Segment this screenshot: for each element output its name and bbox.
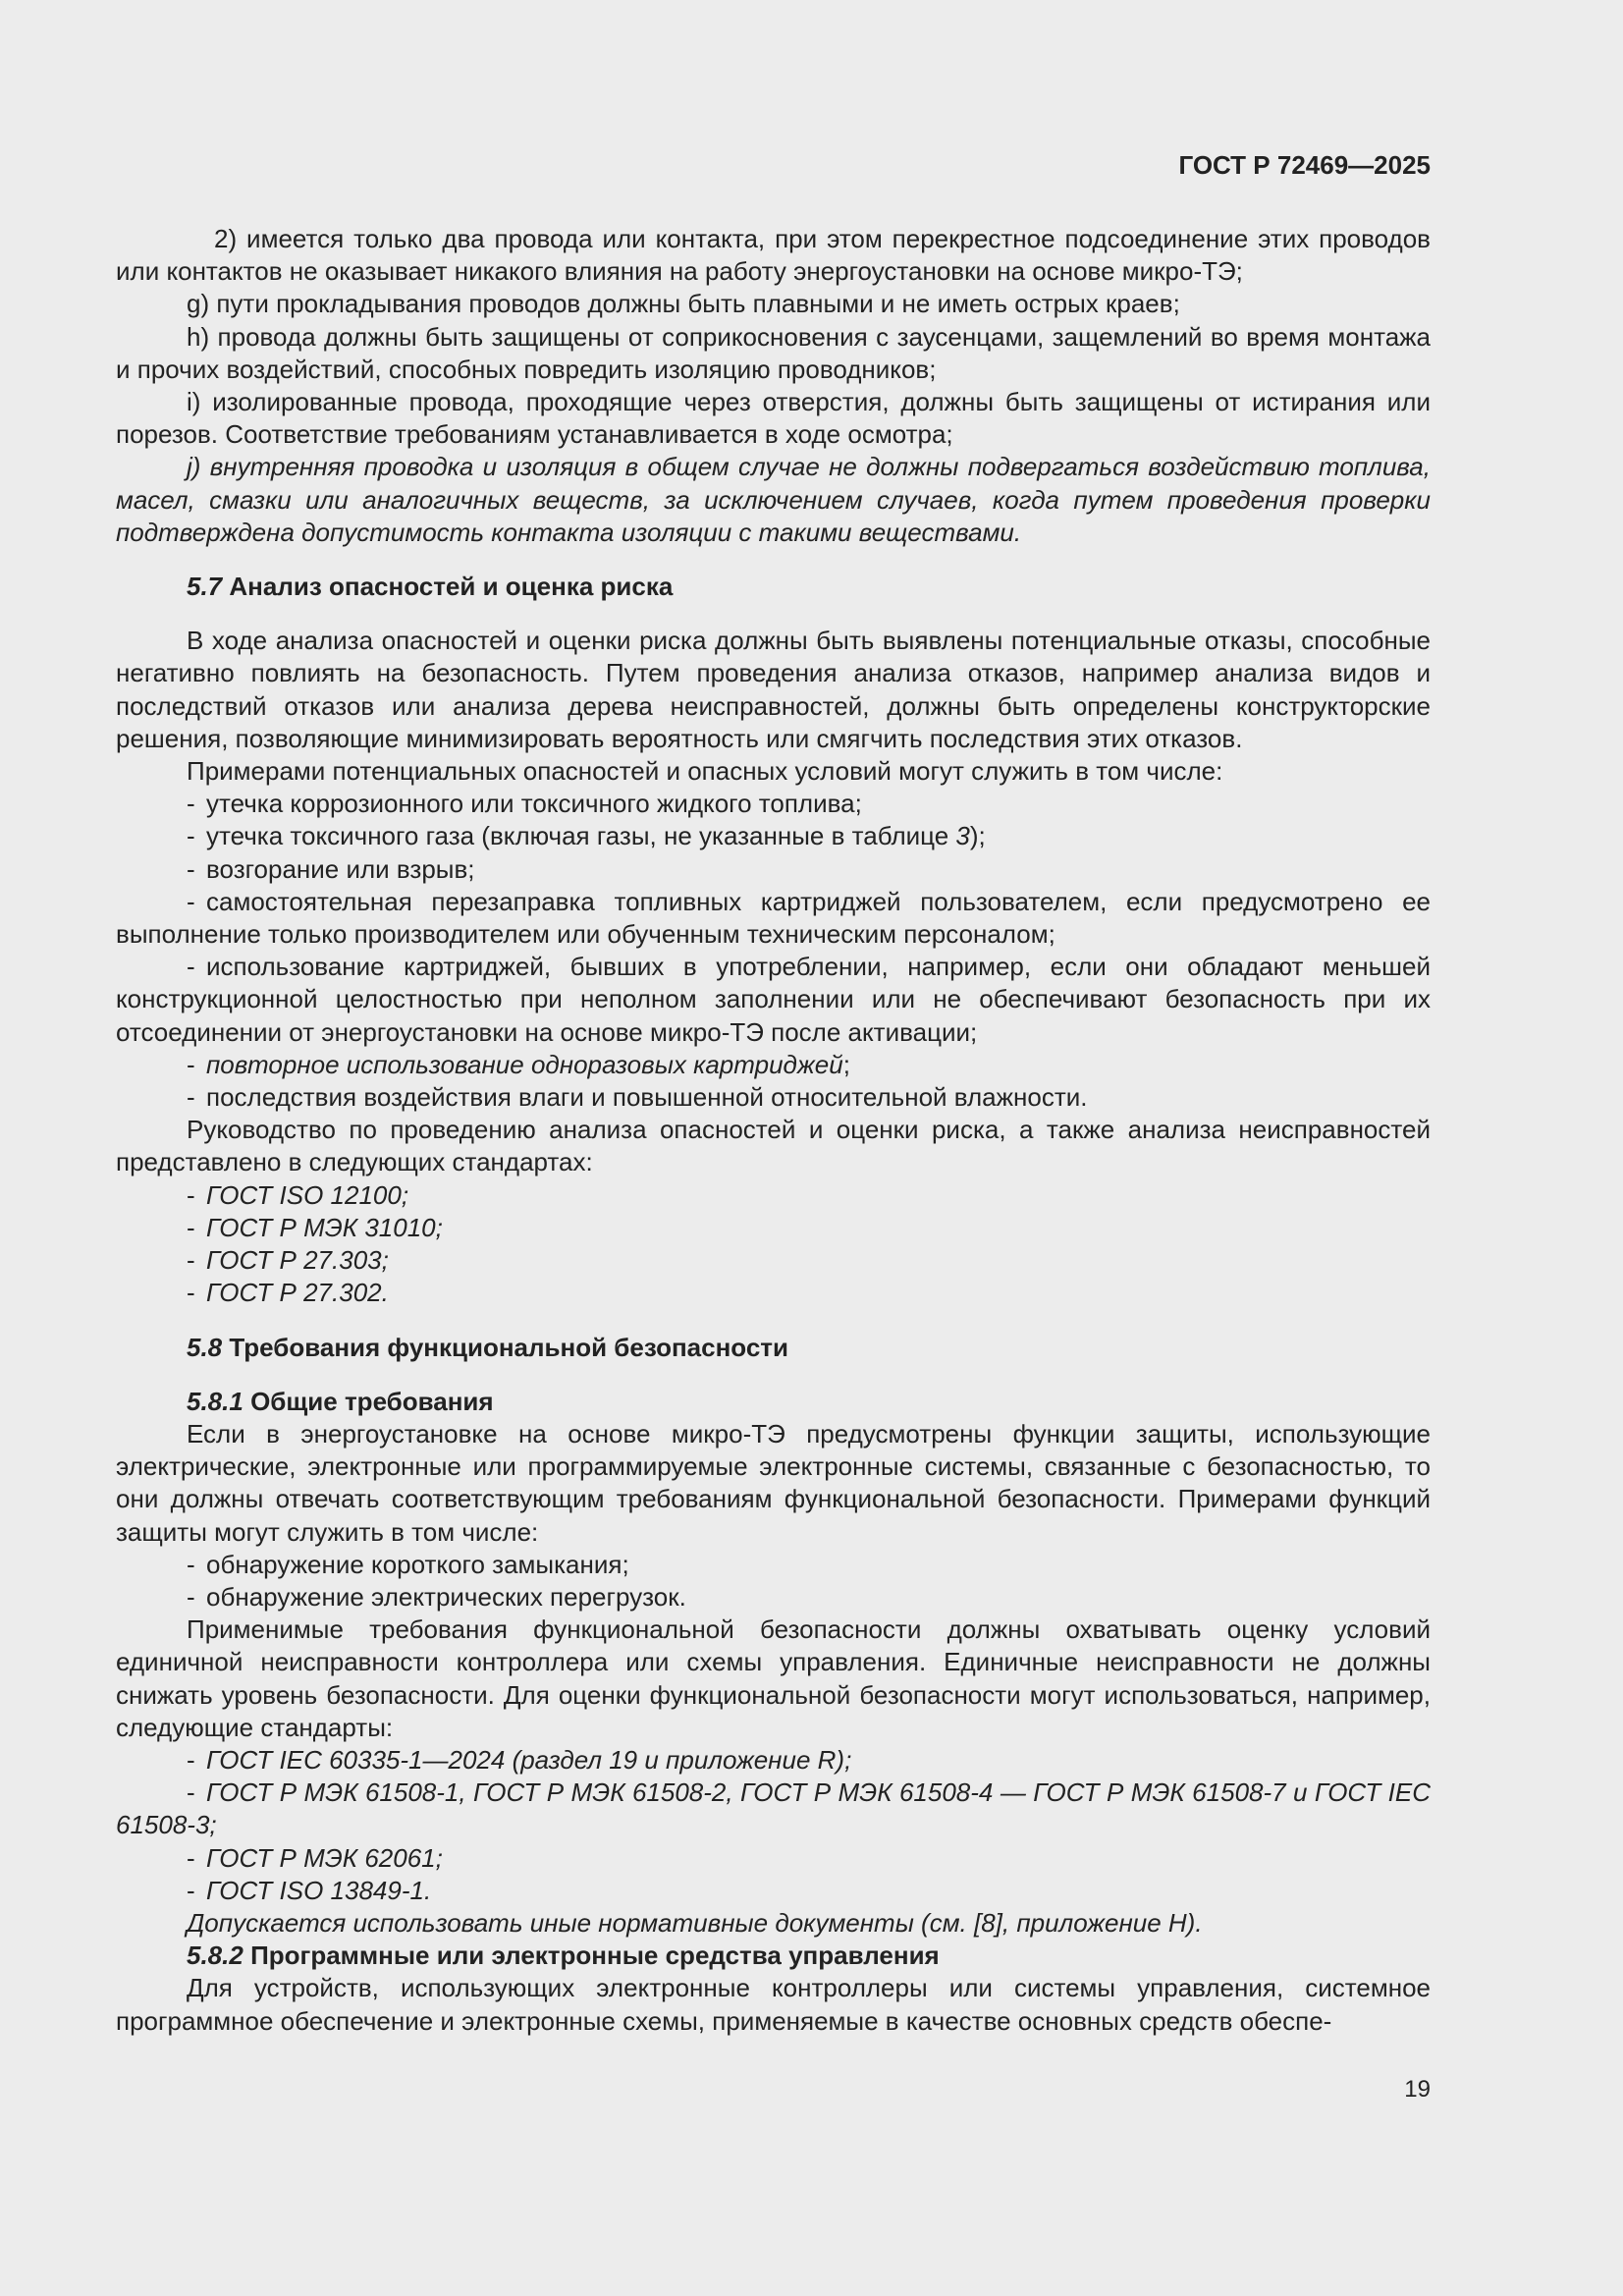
hazard-item: - использование картриджей, бывших в употреблении, например, если они обладают меньшей конструкционной целостностью при неполном заполнении или не обеспечивают безопасность при их отсоединении от энергоустановки на основе микро-ТЭ после активации; xyxy=(116,952,1431,1047)
standard-item: - ГОСТ IEC 60335-1—2024 (раздел 19 и приложение R); xyxy=(187,1744,852,1775)
protection-item: - обнаружение электрических перегрузок. xyxy=(187,1581,686,1612)
page-number: 19 xyxy=(1404,2076,1431,2103)
section-heading-5-8 xyxy=(116,1332,1431,1364)
list-item-h: h) провода должны быть защищены от соприкосновения с заусенцами, защемлений во время монтажа и прочих воздействий, способных повредить изоляцию проводников; xyxy=(116,321,1431,384)
subsection-title: Общие требования xyxy=(250,1386,494,1416)
section-number: 5.8 xyxy=(187,1332,223,1362)
subsection-number: 5.8.2 xyxy=(187,1941,243,1971)
standard-item: - ГОСТ Р 27.302. xyxy=(187,1278,389,1308)
standard-item: - ГОСТ ISO 12100; xyxy=(187,1179,409,1210)
paragraph: Применимые требования функциональной безопасности должны охватывать оценку условий единичной неисправности контроллера или схемы управления. Единичные неисправности не должны снижать уровень безопасности. Для оценки функциональной безопасности могут использоваться, например, следующие стандарты: xyxy=(116,1614,1431,1742)
protection-item: - обнаружение короткого замыкания; xyxy=(187,1549,629,1579)
document-body xyxy=(116,223,1431,2038)
standard-item: - ГОСТ Р МЭК 61508-1, ГОСТ Р МЭК 61508-2, ГОСТ Р МЭК 61508-4 — ГОСТ Р МЭК 61508-7 и ГОСТ IEC 61508-3; xyxy=(116,1777,1431,1840)
section-title: Требования функциональной безопасности xyxy=(229,1332,789,1362)
subsection-number: 5.8.1 xyxy=(187,1386,243,1416)
list-item-j: j) внутренняя проводка и изоляция в общем случае не должны подвергаться воздействию топлива, масел, смазки или аналогичных веществ, за исключением случаев, когда путем проведения проверки подтверждена допустимость контакта изоляции с такими веществами. xyxy=(116,452,1431,547)
standard-item: - ГОСТ ISO 13849-1. xyxy=(187,1875,432,1905)
standard-item: - ГОСТ Р МЭК 62061; xyxy=(187,1842,443,1873)
section-heading-5-7 xyxy=(116,571,1431,603)
hazard-item: - утечка токсичного газа (включая газы, не указанные в таблице 3); xyxy=(187,821,986,851)
paragraph: Если в энергоустановке на основе микро-ТЭ предусмотрены функции защиты, использующие электрические, электронные или программируемые электронные системы, связанные с безопасностью, то они должны отвечать соответствующим требованиям функциональной безопасности. Примерами функций защиты могут служить в том числе: xyxy=(116,1418,1431,1547)
hazard-item: - последствия воздействия влаги и повышенной относительной влажности. xyxy=(187,1082,1088,1113)
subsection-title: Программные или электронные средства управления xyxy=(250,1941,940,1971)
subsection-heading-5-8-1 xyxy=(116,1386,1431,1418)
list-item-i: i) изолированные провода, проходящие через отверстия, должны быть защищены от истирания или порезов. Соответствие требованиям устанавливается в ходе осмотра; xyxy=(116,387,1431,450)
list-item-g: g) пути прокладывания проводов должны быть плавными и не иметь острых краев; xyxy=(187,289,1180,319)
section-number: 5.7 xyxy=(187,572,223,602)
paragraph: Примерами потенциальных опасностей и опасных условий могут служить в том числе: xyxy=(187,756,1223,787)
paragraph: Руководство по проведению анализа опасностей и оценки риска, а также анализа неисправностей представлено в следующих стандартах: xyxy=(116,1115,1431,1177)
hazard-item: - самостоятельная перезаправка топливных картриджей пользователем, если предусмотрено ее выполнение только производителем или обученным техническим персоналом; xyxy=(116,886,1431,950)
list-item-2: 2) имеется только два провода или контакта, при этом перекрестное подсоединение этих проводов или контактов не оказывает никакого влияния на работу энергоустановки на основе микро-ТЭ; xyxy=(116,224,1431,287)
hazard-item: - утечка коррозионного или токсичного жидкого топлива; xyxy=(187,789,862,819)
document-id-header: ГОСТ Р 72469—2025 xyxy=(1178,150,1431,180)
standard-item: - ГОСТ Р 27.303; xyxy=(187,1245,389,1276)
note-paragraph: Допускается использовать иные нормативные документы (см. [8], приложение Н). xyxy=(187,1907,1203,1938)
section-title: Анализ опасностей и оценка риска xyxy=(229,572,674,602)
paragraph: Для устройств, использующих электронные контроллеры или системы управления, системное программное обеспечение и электронные схемы, применяемые в качестве основных средств обеспе- xyxy=(116,1973,1431,2036)
hazard-item: - повторное использование одноразовых картриджей; xyxy=(187,1049,850,1079)
paragraph: В ходе анализа опасностей и оценки риска должны быть выявлены потенциальные отказы, способные негативно повлиять на безопасность. Путем проведения анализа отказов, например анализа видов и последствий отказов или анализа дерева неисправностей, должны быть определены конструкторские решения, позволяющие минимизировать вероятность или смягчить последствия этих отказов. xyxy=(116,626,1431,753)
standard-item: - ГОСТ Р МЭК 31010; xyxy=(187,1212,443,1242)
subsection-heading-5-8-2 xyxy=(116,1940,1431,1972)
hazard-item: - возгорание или взрыв; xyxy=(187,853,475,884)
